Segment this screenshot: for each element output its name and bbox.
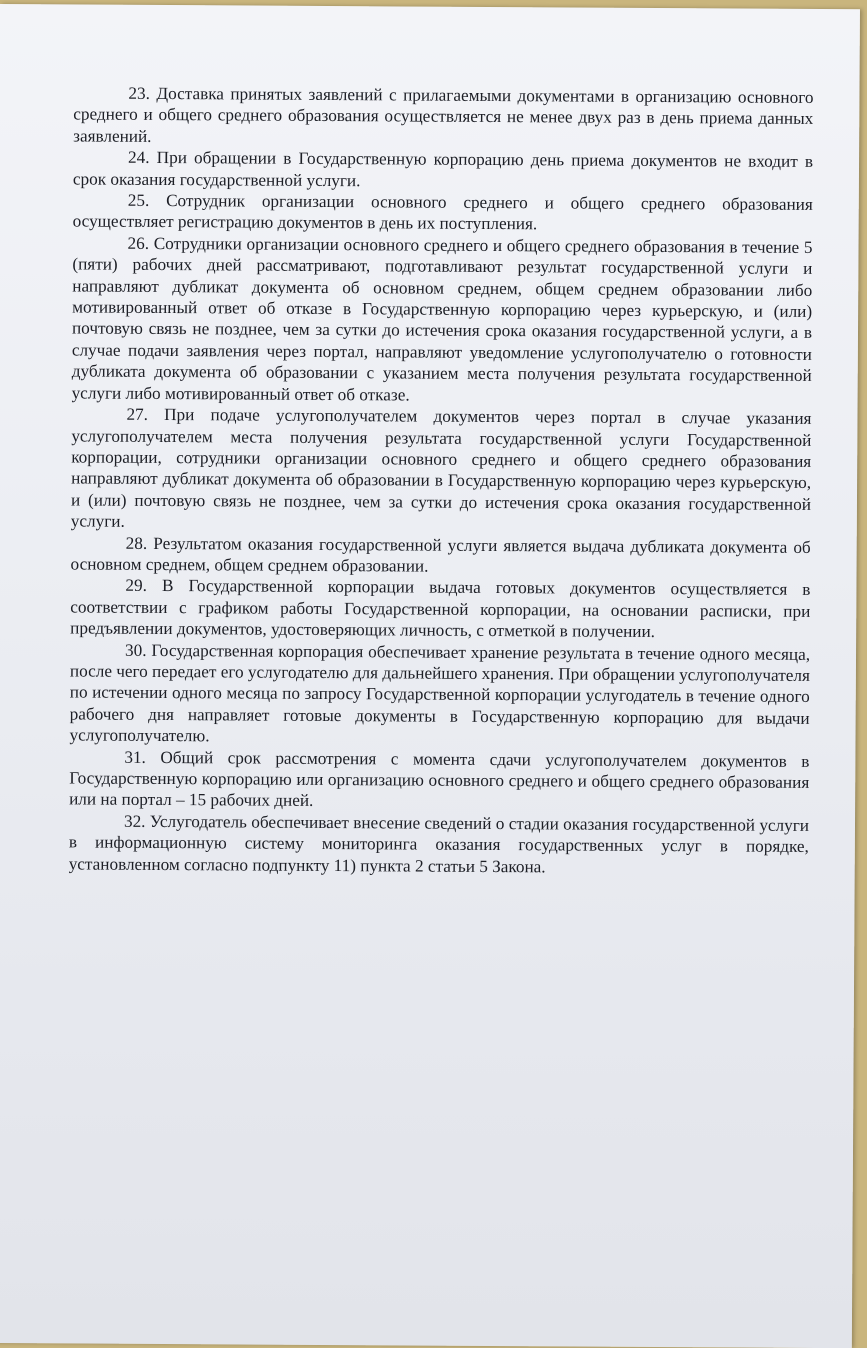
paragraph-28: 28. Результатом оказания государственной услуги является выдача дубликата документа об основном среднем, общем среднем образовании. bbox=[70, 533, 811, 576]
paragraph-24: 24. При обращении в Государственную корпорацию день приема документов не входит в срок оказания государственной услуги. bbox=[72, 148, 814, 190]
paragraph-31: 31. Общий срок рассмотрения с момента сдачи услугополучателем документов в Государственную корпорацию или организацию основного среднего и общего среднего образования или на портал – 15 рабочих дней. bbox=[69, 747, 810, 811]
paragraph-29: 29. В Государственной корпорации выдача готовых документов осуществляется в соответствии с графиком работы Государственной корпорации, на основании расписки, при предъявлении документов, удостоверяющих личность, с отметкой в получении. bbox=[70, 576, 811, 642]
paragraph-27: 27. При подаче услугополучателем документов через портал в случае указания услугополучателем места получения результата государственной услуги Государственной корпорации, сотрудники организации основного среднего и общего среднего образования направляют дубликат документа об образовании в Государственную корпорацию через курьерскую, и (или) почтовую связь не позднее, чем за сутки до истечения срока оказания государственной услуги. bbox=[70, 404, 812, 531]
paragraph-30: 30. Государственная корпорация обеспечивает хранение результата в течение одного месяца, после чего передает его услугодателю для дальнейшего хранения. При обращении услугополучателя по истечении одного месяца по запросу Государственной корпорации услугодатель в течение одного рабочего дня направляет готовые документы в Государственную корпорацию для выдачи услугополучателю. bbox=[69, 640, 811, 746]
document-body bbox=[69, 82, 814, 879]
paragraph-26: 26. Сотрудники организации основного среднего и общего среднего образования в течение 5 (пяти) рабочих дней рассматривают, подготавливают результат государственной услуги и направляют дубликат документа об основном среднем, общем среднем образовании либо мотивированный ответ об отказе в Государственную корпорацию через курьерскую, и (или) почтовую связь не позднее, чем за сутки до истечения срока оказания государственной услуги, а в случае подачи заявления через портал, направляют уведомление услугополучателю о готовности дубликата документа об образовании с указанием места получения результата государственной услуги либо мотивированный ответ об отказе. bbox=[71, 233, 813, 405]
document-page bbox=[0, 4, 860, 1348]
paragraph-32: 32. Услугодатель обеспечивает внесение сведений о стадии оказания государственной услуги в информационную систему мониторинга оказания государственных услуг в порядке, установленном согласно подпункту 11) пункта 2 статьи 5 Закона. bbox=[68, 811, 810, 876]
paragraph-23: 23. Доставка принятых заявлений с прилагаемыми документами в организацию основного среднего и общего среднего образования осуществляется не менее двух раз в день приема данных заявлений. bbox=[73, 83, 814, 146]
paragraph-25: 25. Сотрудник организации основного среднего и общего среднего образования осуществляет регистрацию документов в день их поступления. bbox=[72, 190, 813, 234]
